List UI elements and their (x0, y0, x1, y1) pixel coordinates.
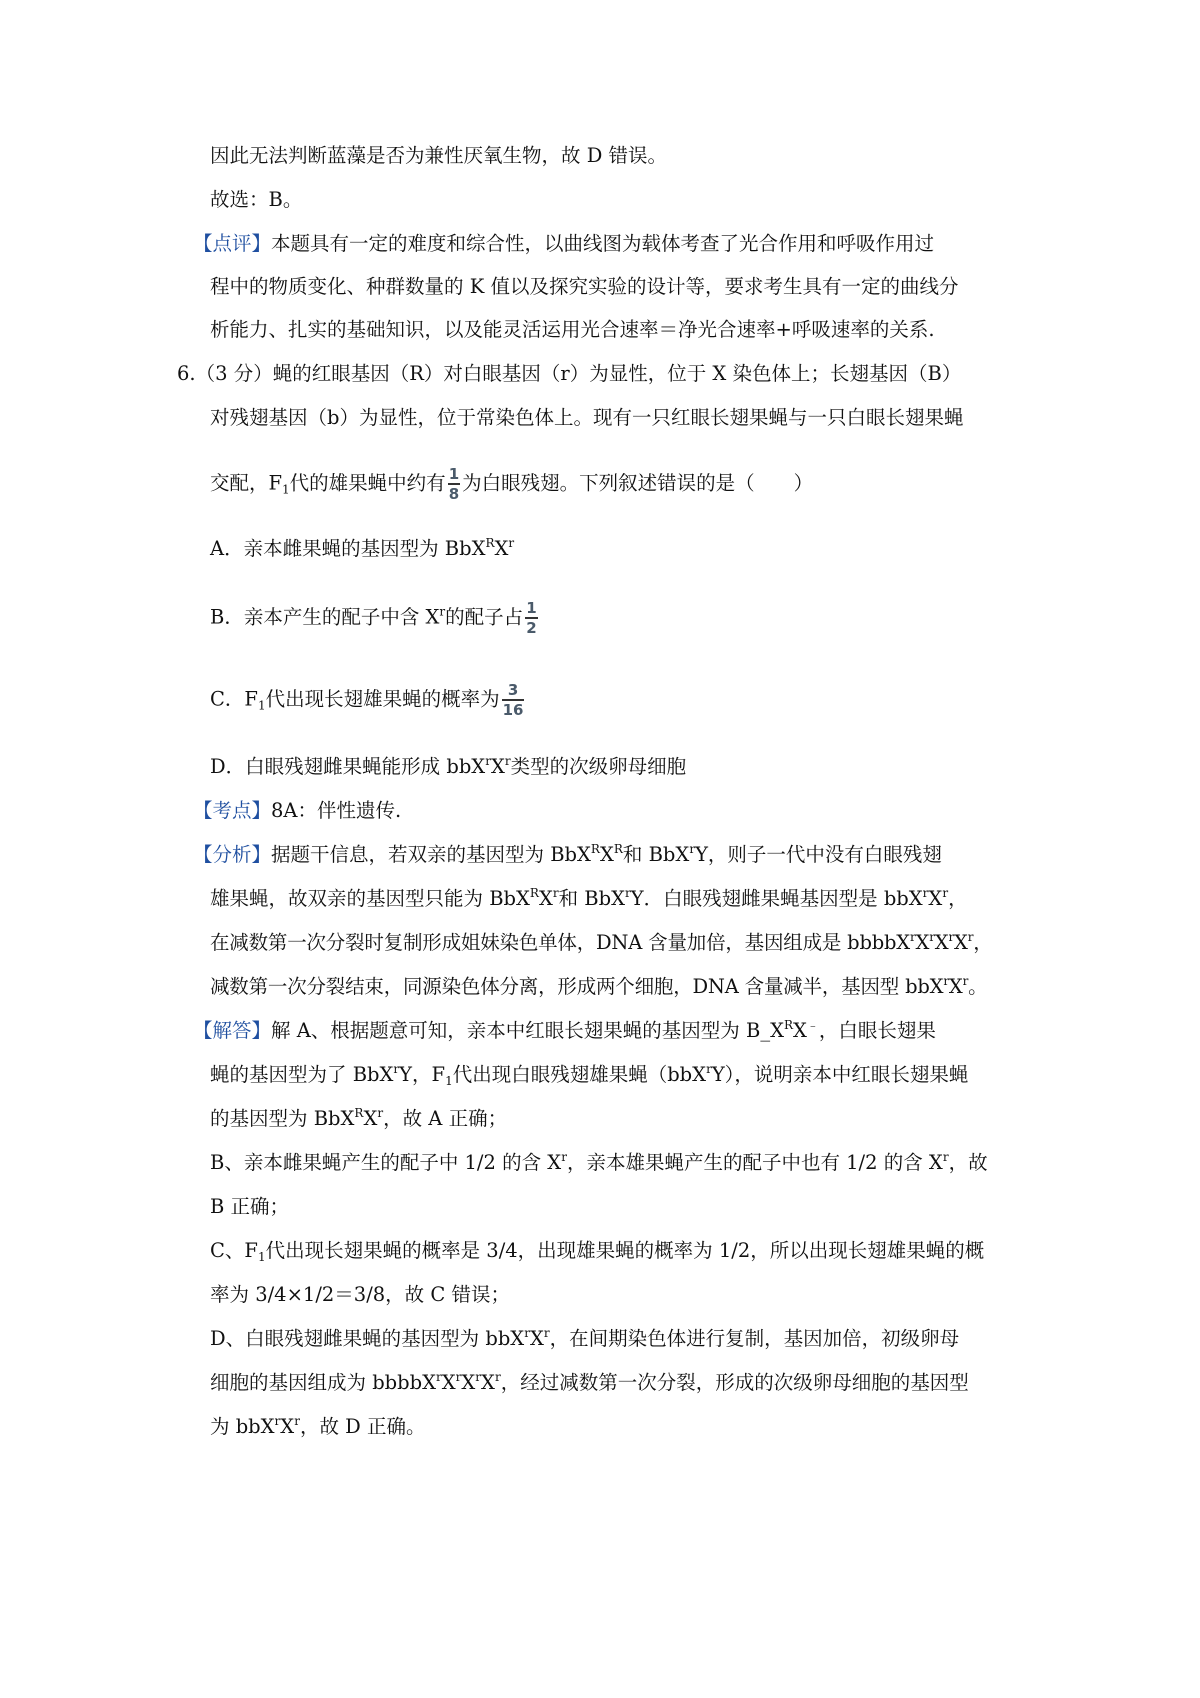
text: 和 BbX (622, 843, 690, 866)
subscript: 1 (257, 1250, 266, 1264)
superscript: r (625, 886, 631, 900)
superscript: r (552, 886, 559, 900)
text: X (481, 1371, 495, 1394)
fraction-three-sixteenths (502, 682, 525, 718)
superscript: R (485, 536, 495, 550)
superscript: R (529, 886, 539, 900)
option-a (210, 534, 514, 564)
text: 蝇的基因型为了 BbX (210, 1063, 394, 1086)
text: D．白眼残翅雌果蝇能形成 bbX (210, 755, 486, 778)
text: X (934, 931, 949, 954)
text: 雄果蝇，故双亲的基因型只能为 BbX (210, 887, 530, 910)
text: X (928, 887, 943, 910)
text: ， (973, 931, 993, 954)
text: 在减数第一次分裂时复制形成姐妹染色单体，DNA 含量加倍，基因组成是 bbbbX (210, 931, 910, 954)
text: Y，F (399, 1063, 446, 1086)
text: X (490, 755, 505, 778)
superscript: r (962, 974, 969, 988)
question-6-line-3 (210, 466, 813, 502)
answer-line-10 (210, 1412, 425, 1442)
superscript: r (485, 754, 491, 768)
question-6-line-2: 对残翅基因（b）为显性，位于常染色体上。现有一只红眼长翅果蝇与一只白眼长翅果蝇 (210, 406, 964, 429)
text: B、亲本雌果蝇产生的配子中 1/2 的含 X (210, 1151, 562, 1174)
superscript: r (393, 1062, 400, 1076)
denominator: 2 (526, 619, 537, 637)
superscript: R (783, 1018, 794, 1032)
review-text: 本题具有一定的难度和综合性，以曲线图为载体考查了光合作用和呼吸作用过 (271, 232, 935, 255)
text: ， (948, 887, 968, 910)
text: ，故 (948, 1151, 988, 1174)
text: 代出现长翅雄果蝇的概率为 (265, 687, 500, 711)
superscript: r (524, 1326, 530, 1340)
text: X (494, 537, 509, 560)
superscript: r (561, 1150, 567, 1164)
text: 。 (968, 975, 988, 998)
superscript: r (943, 974, 949, 988)
denominator: 16 (502, 701, 524, 719)
denominator: 8 (448, 485, 460, 503)
text: 交配，F (210, 471, 283, 495)
superscript: r (922, 886, 929, 900)
text: ，经过减数第一次分裂，形成的次级卵母细胞的基因型 (500, 1371, 969, 1394)
text: ，白眼长翅果 (818, 1019, 936, 1042)
answer-line-5: B 正确； (210, 1195, 290, 1218)
review-line-2: 程中的物质变化、种群数量的 K 值以及探究实验的设计等，要求考生具有一定的曲线分 (210, 275, 959, 298)
question-6-line-1: 6.（3 分）蝇的红眼基因（R）对白眼基因（r）为显性，位于 X 染色体上；长翅基因（B） (177, 362, 962, 385)
subscript: 1 (282, 482, 290, 497)
text: 的基因型为 BbX (210, 1107, 355, 1130)
superscript: r (436, 1370, 442, 1384)
text: ，亲本雄果蝇产生的配子中也有 1/2 的含 X (566, 1151, 943, 1174)
answer-line-4 (210, 1148, 988, 1178)
superscript: r (948, 930, 955, 944)
superscript: r (475, 1370, 482, 1384)
answer-line-7: 率为 3/4×1/2＝3/8，故 C 错误； (210, 1283, 511, 1306)
fraction-one-eighth (448, 466, 460, 502)
text: X (461, 1371, 476, 1394)
subscript: 1 (257, 698, 266, 713)
analysis-line-2 (210, 884, 968, 914)
text: 代出现白眼残翅雄果蝇（bbX (452, 1063, 707, 1086)
analysis-line-4 (210, 972, 987, 1002)
text: X (280, 1415, 295, 1438)
numerator: 3 (507, 681, 519, 699)
text: ，在间期染色体进行复制，基因加倍，初级卵母 (549, 1327, 960, 1350)
superscript: r (508, 536, 515, 550)
review-tag: 【点评】 (193, 232, 272, 255)
text: Y，则子一代中没有白眼残翅 (695, 843, 942, 866)
paragraph-conclusion: 因此无法判断蓝藻是否为兼性厌氧生物，故 D 错误。 (210, 144, 668, 167)
answer-tag: 【解答】 (193, 1019, 272, 1042)
answer-line-2 (210, 1060, 968, 1090)
text: Y），说明亲本中红眼长翅果蝇 (711, 1063, 969, 1086)
superscript: r (294, 1414, 300, 1428)
answer-line-1 (193, 1016, 936, 1046)
text: X (954, 931, 968, 954)
text: X (529, 1327, 544, 1350)
text: X (948, 975, 963, 998)
answer-line-3 (210, 1104, 507, 1134)
text: 类型的次级卵母细胞 (510, 755, 687, 778)
superscript: R (613, 842, 623, 856)
text: 8A：伴性遗传. (271, 799, 402, 822)
text: 细胞的基因组成为 bbbbX (210, 1371, 437, 1394)
text: 减数第一次分裂结束，同源染色体分离，形成两个细胞，DNA 含量减半，基因型 bbX (210, 975, 944, 998)
text: ，故 A 正确； (383, 1107, 508, 1130)
superscript: r (942, 886, 949, 900)
superscript: R (590, 842, 600, 856)
text: A．亲本雌果蝇的基因型为 BbX (210, 537, 486, 560)
text: Y．白眼残翅雌果蝇基因型是 bbX (630, 887, 923, 910)
superscript: r (967, 930, 974, 944)
superscript: r (929, 930, 935, 944)
analysis-tag: 【分析】 (193, 843, 272, 866)
text: X (915, 931, 930, 954)
answer-line-8 (210, 1324, 959, 1354)
analysis-line-3 (210, 928, 993, 958)
text: 为白眼残翅。下列叙述错误的是（ ） (462, 471, 814, 495)
superscript: R (354, 1106, 364, 1120)
text: X (538, 887, 553, 910)
answer-choice-line: 故选：B。 (210, 188, 303, 211)
answer-line-9 (210, 1368, 969, 1398)
text: B．亲本产生的配子中含 X (210, 605, 440, 629)
text: 据题干信息，若双亲的基因型为 BbX (271, 843, 591, 866)
text: C．F (210, 687, 258, 711)
option-d (210, 752, 686, 782)
numerator: 1 (526, 599, 537, 617)
superscript: r (504, 754, 511, 768)
text: 的配子占 (445, 605, 524, 629)
text: 为 bbX (210, 1415, 275, 1438)
text: D、白眼残翅雌果蝇的基因型为 bbX (210, 1327, 525, 1350)
text: X (363, 1107, 378, 1130)
text: X (599, 843, 614, 866)
review-line-3: 析能力、扎实的基础知识，以及能灵活运用光合速率＝净光合速率+呼吸速率的关系. (210, 318, 935, 341)
text: 和 BbX (558, 887, 625, 910)
analysis-line-1 (193, 840, 942, 870)
superscript: r (455, 1370, 462, 1384)
option-c (210, 682, 526, 718)
superscript: ﹣ (806, 1018, 819, 1032)
text: C、F (210, 1239, 258, 1262)
subscript: 1 (445, 1074, 453, 1088)
text: ，故 D 正确。 (299, 1415, 426, 1438)
text: X (793, 1019, 807, 1042)
text: X (441, 1371, 456, 1394)
superscript: r (910, 930, 916, 944)
kaodian-line (193, 796, 401, 826)
kaodian-tag: 【考点】 (193, 799, 272, 822)
superscript: r (439, 604, 446, 619)
superscript: r (942, 1150, 949, 1164)
text: 解 A、根据题意可知，亲本中红眼长翅果蝇的基因型为 B_X (271, 1019, 784, 1042)
text: 代出现长翅果蝇的概率是 3/4，出现雄果蝇的概率为 1/2，所以出现长翅雄果蝇的概 (265, 1239, 985, 1262)
text: 代的雄果蝇中约有 (289, 471, 446, 495)
superscript: r (274, 1414, 281, 1428)
superscript: r (494, 1370, 501, 1384)
superscript: r (706, 1062, 712, 1076)
answer-line-6 (210, 1236, 984, 1266)
superscript: r (689, 842, 696, 856)
fraction-one-half (525, 600, 537, 636)
superscript: r (377, 1106, 384, 1120)
numerator: 1 (448, 465, 460, 483)
review-line-1 (193, 229, 934, 259)
option-b (210, 600, 540, 636)
superscript: r (543, 1326, 550, 1340)
